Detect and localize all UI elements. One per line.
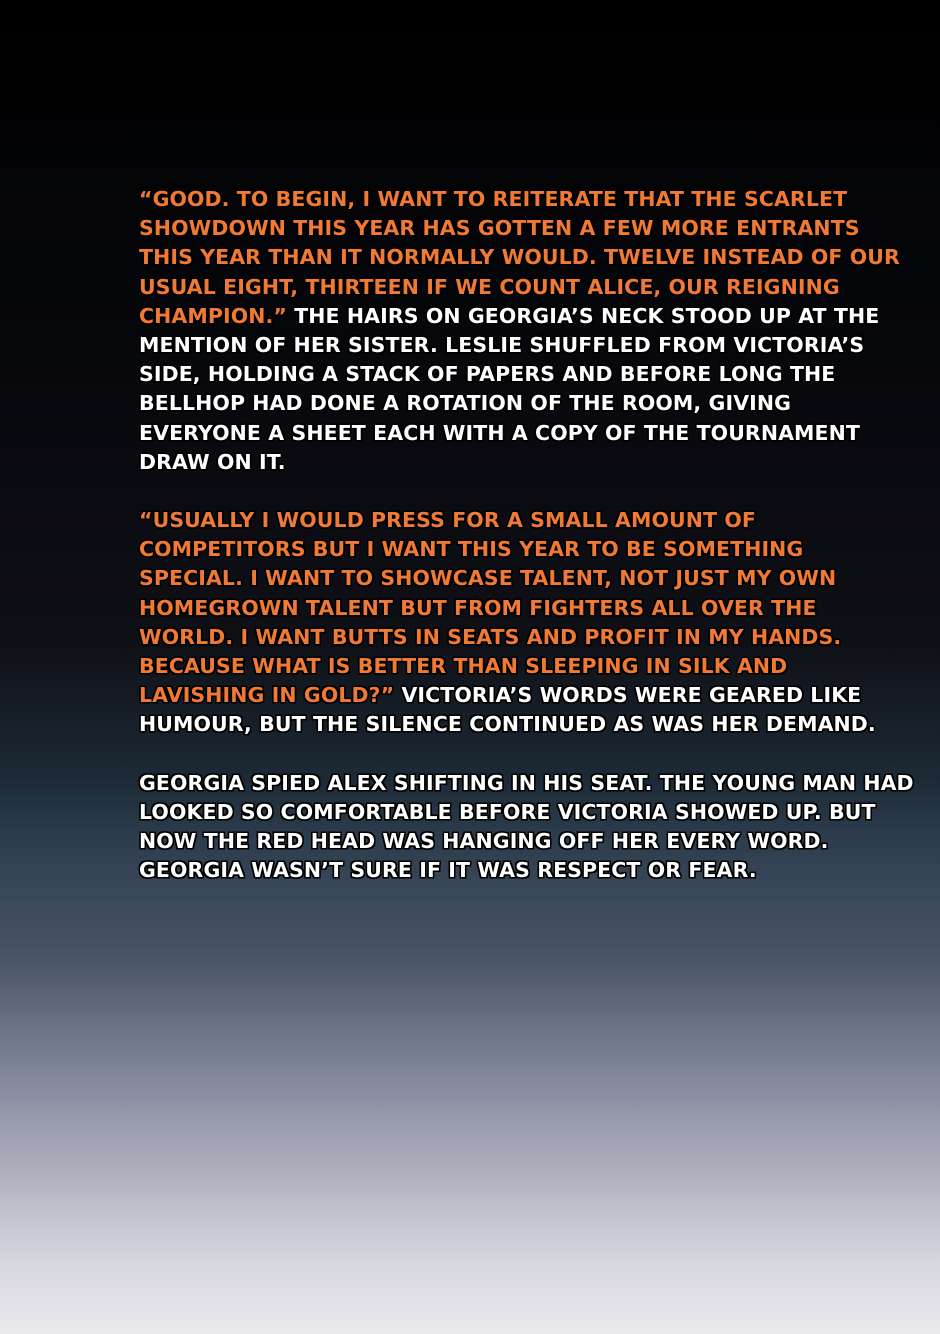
text-line: [139, 769, 914, 798]
dialogue-text: LAVISHING IN GOLD?”: [139, 683, 395, 708]
narration-text: NOW THE RED HEAD WAS HANGING OFF HER EVERY WORD.: [139, 829, 829, 854]
text-line: [139, 448, 819, 477]
narration-text: THE HAIRS ON GEORGIA’S NECK STOOD UP AT THE: [286, 303, 880, 328]
text-line: [139, 214, 860, 243]
text-line: [139, 389, 819, 418]
narration-text: GEORGIA WASN’T SURE IF IT WAS RESPECT OR FEAR.: [139, 858, 757, 883]
text-line: [139, 419, 860, 448]
text-line: [139, 506, 819, 535]
dialogue-text: USUAL EIGHT, THIRTEEN IF WE COUNT ALICE, OUR REIGNING: [139, 274, 840, 299]
dialogue-text: COMPETITORS BUT I WANT THIS YEAR TO BE SOMETHING: [139, 537, 804, 562]
dialogue-text: BECAUSE WHAT IS BETTER THAN SLEEPING IN SILK AND: [139, 654, 788, 679]
text-line: [139, 827, 829, 856]
text-line: [139, 273, 840, 302]
narration-text: SIDE, HOLDING A STACK OF PAPERS AND BEFORE LONG THE: [139, 362, 836, 387]
narration-text: LOOKED SO COMFORTABLE BEFORE VICTORIA SHOWED UP. BUT: [139, 799, 876, 824]
dialogue-text: “GOOD. TO BEGIN, I WANT TO REITERATE THAT THE SCARLET: [139, 187, 848, 211]
text-line: [139, 243, 900, 272]
text-line: [139, 681, 862, 710]
dialogue-text: “USUALLY I WOULD PRESS FOR A SMALL AMOUNT OF: [139, 508, 756, 533]
text-line: [139, 185, 848, 214]
narration-text: BELLHOP HAD DONE A ROTATION OF THE ROOM, GIVING: [139, 391, 792, 416]
text-line: [139, 360, 836, 389]
story-text: [139, 185, 914, 914]
text-line: [139, 856, 819, 885]
dialogue-text: CHAMPION.”: [139, 303, 287, 328]
narration-text: VICTORIA’S WORDS WERE GEARED LIKE: [394, 683, 862, 708]
text-line: [139, 710, 876, 739]
dialogue-text: HOMEGROWN TALENT BUT FROM FIGHTERS ALL OVER THE: [139, 595, 817, 620]
text-line: [139, 564, 837, 593]
narration-text: GEORGIA SPIED ALEX SHIFTING IN HIS SEAT. THE YOUNG MAN HAD: [139, 770, 914, 795]
text-line: [139, 594, 819, 623]
narration-text: EVERYONE A SHEET EACH WITH A COPY OF THE TOURNAMENT: [139, 420, 860, 445]
dialogue-text: SPECIAL. I WANT TO SHOWCASE TALENT, NOT JUST MY OWN: [139, 566, 837, 591]
dialogue-text: WORLD. I WANT BUTTS IN SEATS AND PROFIT IN MY HANDS.: [139, 624, 842, 649]
narration-text: HUMOUR, BUT THE SILENCE CONTINUED AS WAS HER DEMAND.: [139, 712, 876, 737]
narration-text: DRAW ON IT.: [139, 449, 286, 474]
text-line: [139, 535, 819, 564]
text-line: [139, 652, 819, 681]
paragraph-2: [139, 506, 876, 740]
narration-text: MENTION OF HER SISTER. LESLIE SHUFFLED FROM VICTORIA’S: [139, 333, 865, 358]
text-line: [139, 798, 876, 827]
dialogue-text: SHOWDOWN THIS YEAR HAS GOTTEN A FEW MORE ENTRANTS: [139, 216, 860, 241]
text-line: [139, 302, 880, 331]
dialogue-text: THIS YEAR THAN IT NORMALLY WOULD. TWELVE INSTEAD OF OUR: [139, 245, 900, 270]
paragraph-1: [139, 185, 900, 477]
text-line: [139, 623, 842, 652]
text-line: [139, 331, 865, 360]
paragraph-3: [139, 769, 914, 886]
